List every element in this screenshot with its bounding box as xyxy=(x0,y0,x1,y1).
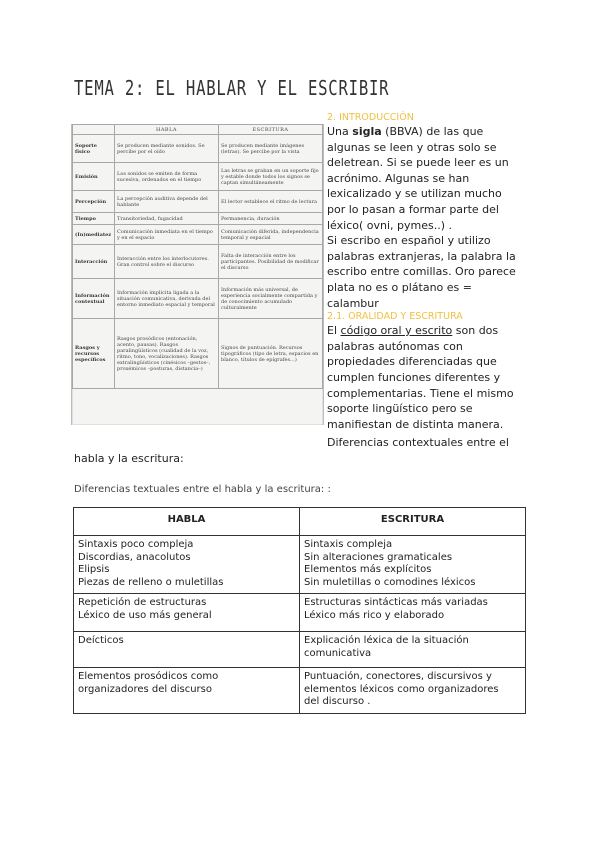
scanned-row-label: Información contextual xyxy=(73,279,115,319)
comparison-line: Léxico más rico y elaborado xyxy=(304,609,445,621)
contextual-intro xyxy=(327,434,527,452)
scanned-row-label: Interacción xyxy=(73,245,115,279)
section-heading-introduccion: 2. INTRODUCCIÓN xyxy=(327,112,414,123)
scanned-cell-habla: Los sonidos se emiten de forma sucesiva, ordenados en el tiempo xyxy=(115,163,219,191)
scanned-cell-habla: Se producen mediante sonidos. Se percibe por el oído xyxy=(115,135,219,163)
scanned-row-label: Rasgos y recursos específicos xyxy=(73,319,115,389)
comparison-line: Piezas de relleno o muletillas xyxy=(78,576,224,588)
section-heading-oralidad: 2.1. ORALIDAD Y ESCRITURA xyxy=(327,311,463,323)
comparison-line: Léxico de uso más general xyxy=(78,609,212,621)
contextual-intro-part2: habla y la escritura: xyxy=(74,452,184,465)
comparison-row xyxy=(74,594,526,632)
comparison-line: Elementos prosódicos como xyxy=(78,671,219,682)
intro-paragraph-1 xyxy=(327,124,517,233)
scanned-cell-escritura: Se producen mediante imágenes (letras). Se percibe por la vista xyxy=(219,135,323,163)
comparison-row xyxy=(74,668,526,714)
comparison-cell-escritura xyxy=(300,594,526,632)
contextual-intro-part1: Diferencias contextuales entre el xyxy=(327,436,509,449)
scanned-row-label: Soporte físico xyxy=(73,135,115,163)
comparison-line: Estructuras sintácticas más variadas xyxy=(304,597,488,608)
scanned-table-row xyxy=(73,225,323,245)
textual-intro: Diferencias textuales entre el habla y la escritura: : xyxy=(74,484,331,495)
comparison-line: Explicación léxica de la situación xyxy=(304,635,469,646)
contextual-intro-continuation xyxy=(74,452,184,465)
intro-p1-pre: Una xyxy=(327,125,353,138)
comparison-row xyxy=(74,536,526,594)
comparison-cell-habla xyxy=(74,668,300,714)
comparison-line: Sintaxis poco compleja xyxy=(78,539,194,550)
scanned-cell-habla: Información implícita ligada a la situación comunicativa, derivada del entorno inmediato espacial y temporal xyxy=(115,279,219,319)
page-title: TEMA 2: EL HABLAR Y EL ESCRIBIR xyxy=(74,76,390,100)
comparison-cell-habla xyxy=(74,632,300,668)
oral-p1-underline: código oral y escrito xyxy=(340,324,453,338)
oral-p1-post: son dos palabras autónomas con propiedades diferenciadas que cumplen funciones diferentes y complementarias. Tiene el mismo soporte lingüístico pero se manifiestan de distinta manera. xyxy=(327,324,514,431)
comparison-line: organizadores del discurso xyxy=(78,683,212,695)
scanned-cell-escritura: Comunicación diferida, independencia temporal y espacial xyxy=(219,225,323,245)
scanned-table-row xyxy=(73,213,323,225)
comparison-cell-habla xyxy=(74,536,300,594)
comparison-line: Elementos más explícitos xyxy=(304,564,432,576)
comparison-line: comunicativa xyxy=(304,647,372,659)
comparison-line: Deícticos xyxy=(78,635,124,646)
right-column-text xyxy=(327,112,517,432)
scanned-row-label: Tiempo xyxy=(73,213,115,225)
scanned-table-corner xyxy=(73,125,115,135)
scanned-cell-escritura: Falta de interacción entre los participantes. Posibilidad de modificar el discurso xyxy=(219,245,323,279)
comparison-line: Sin alteraciones gramaticales xyxy=(304,551,453,563)
scanned-table-row xyxy=(73,245,323,279)
scanned-cell-habla: La percepción auditiva depende del hablante xyxy=(115,191,219,213)
scanned-cell-habla: Transitoriedad, fugacidad xyxy=(115,213,219,225)
comparison-header-escritura: ESCRITURA xyxy=(300,508,526,536)
scanned-cell-escritura: Las letras se graban en un soporte fijo y estable donde todos los signos se captan simultáneamente xyxy=(219,163,323,191)
scanned-cell-habla: Rasgos prosódicos (entonación, acento, pausas). Rasgos paralingüísticos (cualidad de la voz, ritmo, tono, vocalizaciones). Rasgos extralingüísticos (cinésicos –gestos–, proxémicos –posturas, distancia–) xyxy=(115,319,219,389)
scanned-table xyxy=(72,124,323,389)
scanned-table-header xyxy=(73,125,323,135)
comparison-cell-escritura xyxy=(300,536,526,594)
scanned-cell-habla: Comunicación inmediata en el tiempo y en el espacio xyxy=(115,225,219,245)
comparison-line: Puntuación, conectores, discursivos y xyxy=(304,671,492,682)
scanned-cell-escritura: Permanencia, duración xyxy=(219,213,323,225)
oral-p1-pre: El xyxy=(327,324,341,338)
comparison-line: Elipsis xyxy=(78,564,110,576)
comparison-line: Sin muletillas o comodines léxicos xyxy=(304,576,476,588)
comparison-cell-escritura xyxy=(300,668,526,714)
intro-paragraph-2: Si escribo en español y utilizo palabras extranjeras, la palabra la escribo entre comillas. Oro parece plata no es o plátano es = calambur xyxy=(327,234,516,310)
comparison-header-row xyxy=(74,508,526,536)
scanned-table-row xyxy=(73,279,323,319)
scanned-cell-escritura: El lector establece el ritmo de lectura xyxy=(219,191,323,213)
comparison-header-habla: HABLA xyxy=(74,508,300,536)
comparison-line: elementos léxicos como organizadores xyxy=(304,683,499,695)
scanned-row-label: (In)mediatez xyxy=(73,225,115,245)
scanned-cell-habla: Interacción entre los interlocutores. Gran control sobre el discurso xyxy=(115,245,219,279)
comparison-line: Repetición de estructuras xyxy=(78,597,207,608)
comparison-table-body xyxy=(74,536,526,714)
comparison-cell-escritura xyxy=(300,632,526,668)
scanned-table-image xyxy=(71,124,324,425)
comparison-cell-habla xyxy=(74,594,300,632)
scanned-header-escritura: ESCRITURA xyxy=(219,125,323,135)
intro-p1-post: (BBVA) de las que algunas se leen y otras solo se deletrean. Si se puede leer es un acrónimo. Algunas se han lexicalizado y se utilizan mucho por lo pasan a formar parte del léxico( ovni, pymes..) . xyxy=(327,125,509,232)
oral-paragraph-1 xyxy=(327,323,517,432)
scanned-row-label: Emisión xyxy=(73,163,115,191)
comparison-line: del discurso . xyxy=(304,696,371,708)
scanned-table-row xyxy=(73,191,323,213)
scanned-row-label: Percepción xyxy=(73,191,115,213)
scanned-table-row xyxy=(73,319,323,389)
scanned-table-body xyxy=(73,135,323,389)
comparison-row xyxy=(74,632,526,668)
scanned-cell-escritura: Información más universal, de experiencia socialmente compartida y de conocimiento acumulado culturalmente xyxy=(219,279,323,319)
scanned-table-row xyxy=(73,163,323,191)
comparison-line: Sintaxis compleja xyxy=(304,539,393,550)
scanned-header-habla: HABLA xyxy=(115,125,219,135)
intro-p1-bold: sigla xyxy=(352,125,382,138)
comparison-line: Discordias, anacolutos xyxy=(78,551,191,563)
comparison-table xyxy=(73,507,526,714)
scanned-cell-escritura: Signos de puntuación. Recursos tipográficos (tipo de letra, espacios en blanco, títulos de epígrafes...) xyxy=(219,319,323,389)
scanned-table-row xyxy=(73,135,323,163)
